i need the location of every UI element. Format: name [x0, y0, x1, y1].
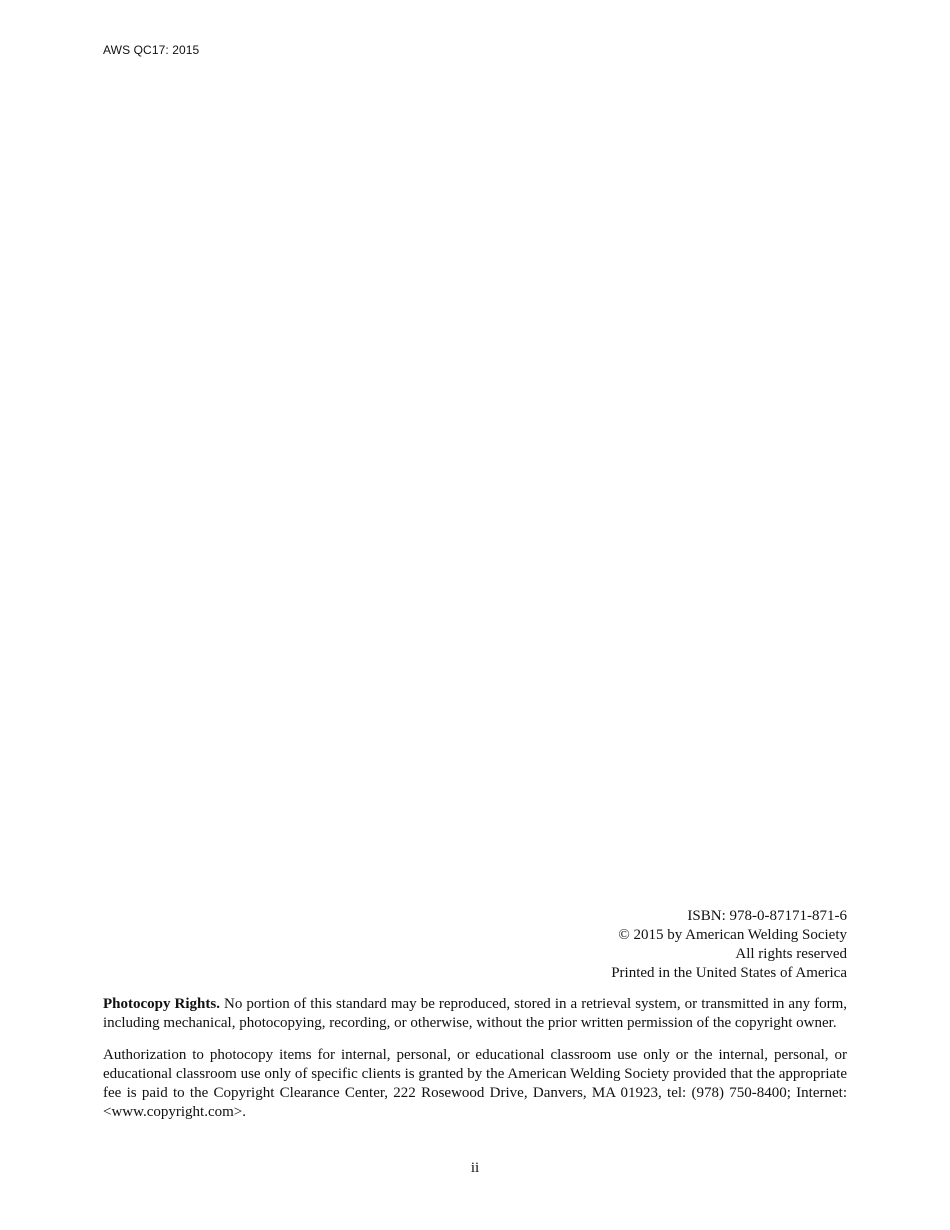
- rights-line: All rights reserved: [735, 946, 847, 962]
- running-header: AWS QC17: 2015: [103, 43, 200, 57]
- copyright-line: © 2015 by American Welding Society: [618, 927, 847, 943]
- imprint-block: [611, 907, 847, 983]
- authorization-paragraph: Authorization to photocopy items for internal, personal, or educational classroom use only or the internal, personal, or educational classroom use only of specific clients is granted by the American Welding Society provided that the appropriate fee is paid to the Copyright Clearance Center, 222 Rosewood Drive, Danvers, MA 01923, tel: (978) 750-8400; Internet: <www.copyright.com>.: [103, 1047, 847, 1120]
- photocopy-rights-paragraph: [103, 995, 847, 1033]
- printed-line: Printed in the United States of America: [611, 965, 847, 981]
- isbn-line: ISBN: 978-0-87171-871-6: [687, 908, 847, 924]
- photocopy-rights-heading: Photocopy Rights.: [103, 996, 220, 1012]
- photocopy-rights-text: No portion of this standard may be reproduced, stored in a retrieval system, or transmitted in any form, including mechanical, photocopying, recording, or otherwise, without the prior written permission of the copyright owner.: [103, 996, 848, 1031]
- page-number: ii: [470, 1160, 480, 1176]
